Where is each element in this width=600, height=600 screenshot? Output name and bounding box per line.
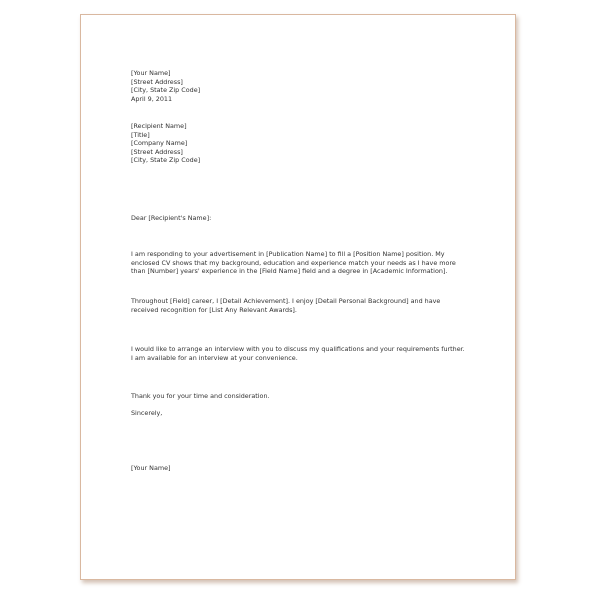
recipient-street: [Street Address] xyxy=(131,147,183,156)
salutation: Dear [Recipient's Name]: xyxy=(131,214,212,222)
paragraph-interview: I would like to arrange an interview with you to discuss my qualifications and your requirements further. I am available for an interview at your convenience. xyxy=(131,345,465,362)
recipient-company: [Company Name] xyxy=(131,139,188,148)
signature-name: [Your Name] xyxy=(131,464,171,472)
recipient-title: [Title] xyxy=(131,130,150,139)
recipient-block xyxy=(131,122,200,165)
paragraph-career: Throughout [Field] career, I [Detail Achievement]. I enjoy [Detail Personal Background] and have received recognition for [List Any Relevant Awards]. xyxy=(131,297,441,314)
thanks-line: Thank you for your time and consideration. xyxy=(131,392,270,400)
recipient-city: [City, State Zip Code] xyxy=(131,156,201,165)
sender-name: [Your Name] xyxy=(131,69,171,77)
sender-block xyxy=(131,69,200,103)
recipient-name: [Recipient Name] xyxy=(131,122,187,130)
sender-street: [Street Address] xyxy=(131,77,183,86)
sender-city: [City, State Zip Code] xyxy=(131,86,201,95)
closing-line: Sincerely, xyxy=(131,409,163,417)
paragraph-intro: I am responding to your advertisement in [Publication Name] to fill a [Position Name] position. My enclosed CV shows that my background, education and experience match your needs as I have more than [Number] years' experience in the [Field Name] field and a degree in [Academic Information]. xyxy=(131,250,456,276)
letter-page xyxy=(80,14,516,580)
letter-date: April 9, 2011 xyxy=(131,94,173,103)
